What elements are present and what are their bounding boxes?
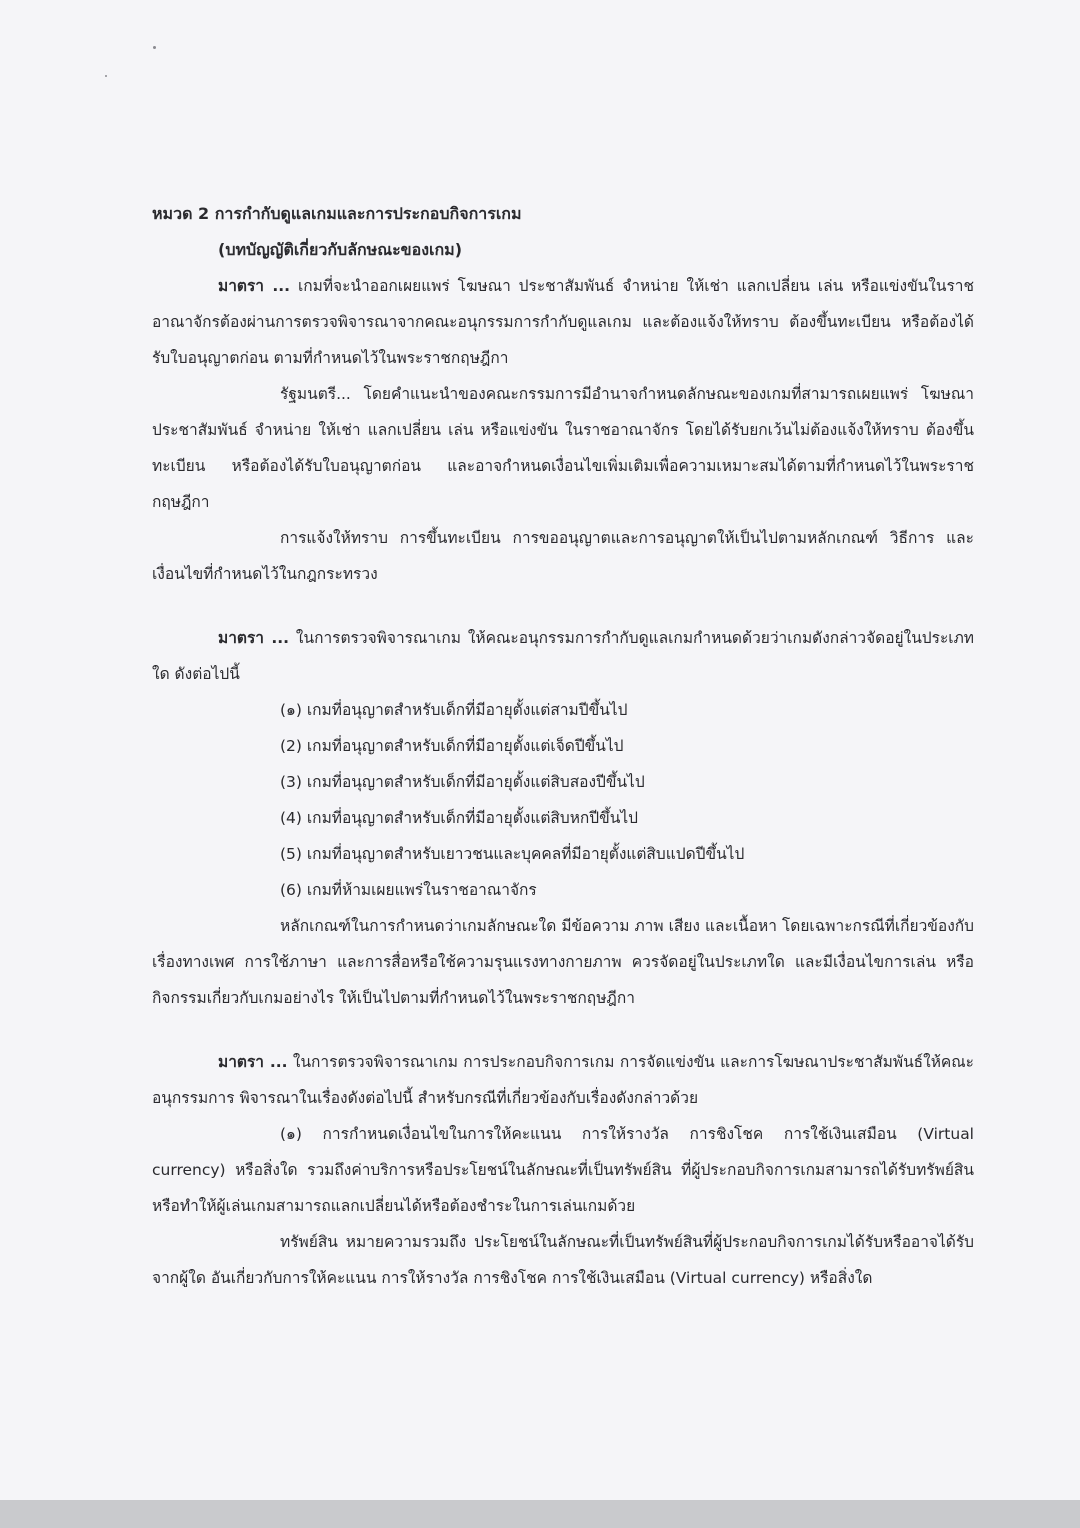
section-text: เกมที่จะนำออกเผยแพร่ โฆษณา ประชาสัมพันธ์ จำหน่าย ให้เช่า แลกเปลี่ยน เล่น หรือแข่งขันในราชอาณาจักรต้องผ่านการตรวจพิจารณาจากคณะอนุกรรมการกำกับดูแลเกม และต้องแจ้งให้ทราบ ต้องขึ้นทะเบียน หรือต้องได้รับใบอนุญาตก่อน ตามที่กำหนดไว้ในพระราชกฤษฎีกา xyxy=(152,277,974,367)
page-bottom-edge xyxy=(0,1500,1080,1528)
section-3-definition: ทรัพย์สิน หมายความรวมถึง ประโยชน์ในลักษณะที่เป็นทรัพย์สินที่ผู้ประกอบกิจการเกมได้รับหรืออาจได้รับจากผู้ใด อันเกี่ยวกับการให้คะแนน การให้รางวัล การชิงโชค การใช้เงินเสมือน (Virtual currency) หรือสิ่งใด xyxy=(152,1233,974,1287)
section-label: มาตรา ... xyxy=(218,1053,288,1071)
section-2-paragraph-2: หลักเกณฑ์ในการกำหนดว่าเกมลักษณะใด มีข้อความ ภาพ เสียง และเนื้อหา โดยเฉพาะกรณีที่เกี่ยวข้องกับเรื่องทางเพศ การใช้ภาษา และการสื่อหรือใช้ความรุนแรงทางกายภาพ ควรจัดอยู่ในประเภทใด และมีเงื่อนไขการเล่น หรือกิจกรรมเกี่ยวกับเกมอย่างไร ให้เป็นไปตามที่กำหนดไว้ในพระราชกฤษฎีกา xyxy=(152,917,974,1007)
list-item: (4) เกมที่อนุญาตสำหรับเด็กที่มีอายุตั้งแต่สิบหกปีขึ้นไป xyxy=(280,809,638,827)
section-label: มาตรา ... xyxy=(218,629,290,647)
chapter-subtitle: (บทบัญญัติเกี่ยวกับลักษณะของเกม) xyxy=(218,240,463,259)
list-item: (๑) เกมที่อนุญาตสำหรับเด็กที่มีอายุตั้งแต่สามปีขึ้นไป xyxy=(280,701,628,719)
section-2-paragraph xyxy=(152,620,974,692)
section-text: ในการตรวจพิจารณาเกม การประกอบกิจการเกม การจัดแข่งขัน และการโฆษณาประชาสัมพันธ์ให้คณะอนุกรรมการ พิจารณาในเรื่องดังต่อไปนี้ สำหรับกรณีที่เกี่ยวข้องกับเรื่องดังกล่าวด้วย xyxy=(152,1053,975,1107)
section-1-paragraph xyxy=(152,268,974,376)
section-3-paragraph xyxy=(152,1044,974,1116)
scan-speck xyxy=(105,75,107,77)
document-body xyxy=(152,196,974,1296)
section-text: ในการตรวจพิจารณาเกม ให้คณะอนุกรรมการกำกับดูแลเกมกำหนดด้วยว่าเกมดังกล่าวจัดอยู่ในประเภทใด ดังต่อไปนี้ xyxy=(152,629,975,683)
section-label: มาตรา ... xyxy=(218,277,291,295)
section-1-paragraph-3: การแจ้งให้ทราบ การขึ้นทะเบียน การขออนุญาตและการอนุญาตให้เป็นไปตามหลักเกณฑ์ วิธีการ และเงื่อนไขที่กำหนดไว้ในกฎกระทรวง xyxy=(152,529,974,583)
section-1-paragraph-2: รัฐมนตรี... โดยคำแนะนำของคณะกรรมการมีอำนาจกำหนดลักษณะของเกมที่สามารถเผยแพร่ โฆษณา ประชาสัมพันธ์ จำหน่าย ให้เช่า แลกเปลี่ยน เล่น หรือแข่งขัน ในราชอาณาจักร โดยได้รับยกเว้นไม่ต้องแจ้งให้ทราบ ต้องขึ้นทะเบียน หรือต้องได้รับใบอนุญาตก่อน และอาจกำหนดเงื่อนไขเพิ่มเติมเพื่อความเหมาะสมได้ตามที่กำหนดไว้ในพระราชกฤษฎีกา xyxy=(152,385,974,511)
chapter-title: หมวด 2 การกำกับดูแลเกมและการประกอบกิจการเกม xyxy=(152,204,522,223)
list-item: (6) เกมที่ห้ามเผยแพร่ในราชอาณาจักร xyxy=(280,881,537,899)
game-category-list xyxy=(152,692,974,908)
list-item: (5) เกมที่อนุญาตสำหรับเยาวชนและบุคคลที่มีอายุตั้งแต่สิบแปดปีขึ้นไป xyxy=(280,845,745,863)
section-3-item-1: (๑) การกำหนดเงื่อนไขในการให้คะแนน การให้รางวัล การชิงโชค การใช้เงินเสมือน (Virtual currency) หรือสิ่งใด รวมถึงค่าบริการหรือประโยชน์ในลักษณะที่เป็นทรัพย์สิน ที่ผู้ประกอบกิจการเกมสามารถได้รับทรัพย์สิน หรือทำให้ผู้เล่นเกมสามารถแลกเปลี่ยนได้หรือต้องชำระในการเล่นเกมด้วย xyxy=(152,1125,974,1215)
list-item: (3) เกมที่อนุญาตสำหรับเด็กที่มีอายุตั้งแต่สิบสองปีขึ้นไป xyxy=(280,773,645,791)
list-item: (2) เกมที่อนุญาตสำหรับเด็กที่มีอายุตั้งแต่เจ็ดปีขึ้นไป xyxy=(280,737,624,755)
scan-speck xyxy=(153,46,156,49)
